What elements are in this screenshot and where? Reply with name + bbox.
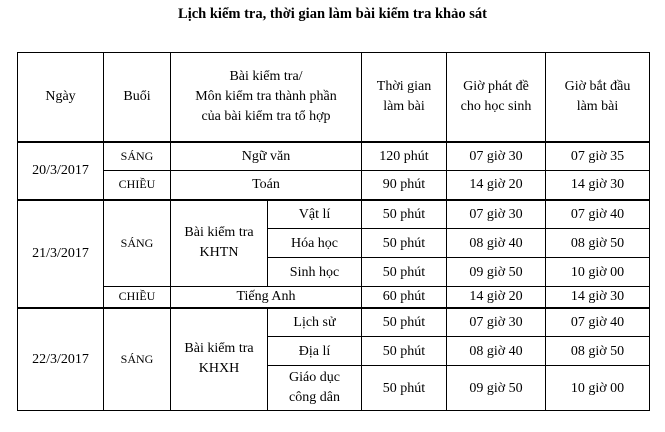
table-row xyxy=(18,171,650,200)
table-row xyxy=(18,308,650,337)
start-cell: 10 giờ 00 xyxy=(546,258,650,287)
subject-cell xyxy=(268,366,362,411)
session-cell: SÁNG xyxy=(104,308,171,411)
duration-cell: 60 phút xyxy=(362,287,447,308)
group-cell-khxh xyxy=(171,308,268,411)
start-cell: 07 giờ 35 xyxy=(546,142,650,171)
table-row xyxy=(18,142,650,171)
header-duration-line1: Thời gian xyxy=(376,78,432,94)
handout-cell: 07 giờ 30 xyxy=(447,142,546,171)
exam-schedule-table xyxy=(17,52,650,411)
subject-cell: Vật lí xyxy=(268,200,362,229)
group-khtn-line1: Bài kiểm tra xyxy=(184,225,254,241)
group-cell-khtn xyxy=(171,200,268,287)
table-row xyxy=(18,287,650,308)
header-day: Ngày xyxy=(18,53,104,142)
subject-cell: Ngữ văn xyxy=(171,142,362,171)
subject-cell: Toán xyxy=(171,171,362,200)
subject-cell: Hóa học xyxy=(268,229,362,258)
handout-cell: 08 giờ 40 xyxy=(447,229,546,258)
duration-cell: 50 phút xyxy=(362,229,447,258)
header-session: Buổi xyxy=(104,53,171,142)
header-handout xyxy=(447,53,546,142)
subject-line1: Giáo dục xyxy=(289,370,340,385)
header-start-line1: Giờ bắt đầu xyxy=(564,78,631,94)
start-cell: 07 giờ 40 xyxy=(546,308,650,337)
start-cell: 14 giờ 30 xyxy=(546,287,650,308)
subject-cell: Tiếng Anh xyxy=(171,287,362,308)
session-cell: CHIỀU xyxy=(104,171,171,200)
header-subject-line1: Bài kiểm tra/ xyxy=(229,68,303,84)
page-title: Lịch kiểm tra, thời gian làm bài kiểm tra khảo sát xyxy=(178,6,487,22)
handout-cell: 07 giờ 30 xyxy=(447,200,546,229)
duration-cell: 50 phút xyxy=(362,200,447,229)
start-cell: 08 giờ 50 xyxy=(546,337,650,366)
header-subject-line3: của bài kiểm tra tổ hợp xyxy=(201,108,331,124)
handout-cell: 14 giờ 20 xyxy=(447,287,546,308)
header-row xyxy=(18,53,650,142)
handout-cell: 09 giờ 50 xyxy=(447,366,546,411)
subject-cell: Lịch sử xyxy=(268,308,362,337)
day-cell: 20/3/2017 xyxy=(18,142,104,200)
header-start-line2: làm bài xyxy=(576,98,619,114)
duration-cell: 120 phút xyxy=(362,142,447,171)
subject-cell: Sinh học xyxy=(268,258,362,287)
header-duration-line2: làm bài xyxy=(383,98,425,114)
start-cell: 14 giờ 30 xyxy=(546,171,650,200)
group-khxh-line2: KHXH xyxy=(198,361,240,377)
header-duration xyxy=(362,53,447,142)
start-cell: 08 giờ 50 xyxy=(546,229,650,258)
handout-cell: 14 giờ 20 xyxy=(447,171,546,200)
subject-line2: công dân xyxy=(289,390,340,405)
duration-cell: 50 phút xyxy=(362,366,447,411)
subject-cell: Địa lí xyxy=(268,337,362,366)
session-cell: CHIỀU xyxy=(104,287,171,308)
duration-cell: 50 phút xyxy=(362,337,447,366)
handout-cell: 07 giờ 30 xyxy=(447,308,546,337)
header-start xyxy=(546,53,650,142)
header-subject xyxy=(171,53,362,142)
day-cell: 21/3/2017 xyxy=(18,200,104,308)
duration-cell: 50 phút xyxy=(362,258,447,287)
header-handout-line1: Giờ phát đề xyxy=(463,78,529,94)
duration-cell: 50 phút xyxy=(362,308,447,337)
group-khxh-line1: Bài kiểm tra xyxy=(184,341,254,357)
start-cell: 07 giờ 40 xyxy=(546,200,650,229)
session-cell: SÁNG xyxy=(104,200,171,287)
duration-cell: 90 phút xyxy=(362,171,447,200)
group-khtn-line2: KHTN xyxy=(199,245,239,261)
table-row xyxy=(18,200,650,229)
handout-cell: 09 giờ 50 xyxy=(447,258,546,287)
header-subject-line2: Môn kiểm tra thành phần xyxy=(195,88,337,104)
start-cell: 10 giờ 00 xyxy=(546,366,650,411)
session-cell: SÁNG xyxy=(104,142,171,171)
header-handout-line2: cho học sinh xyxy=(460,98,532,114)
handout-cell: 08 giờ 40 xyxy=(447,337,546,366)
day-cell: 22/3/2017 xyxy=(18,308,104,411)
